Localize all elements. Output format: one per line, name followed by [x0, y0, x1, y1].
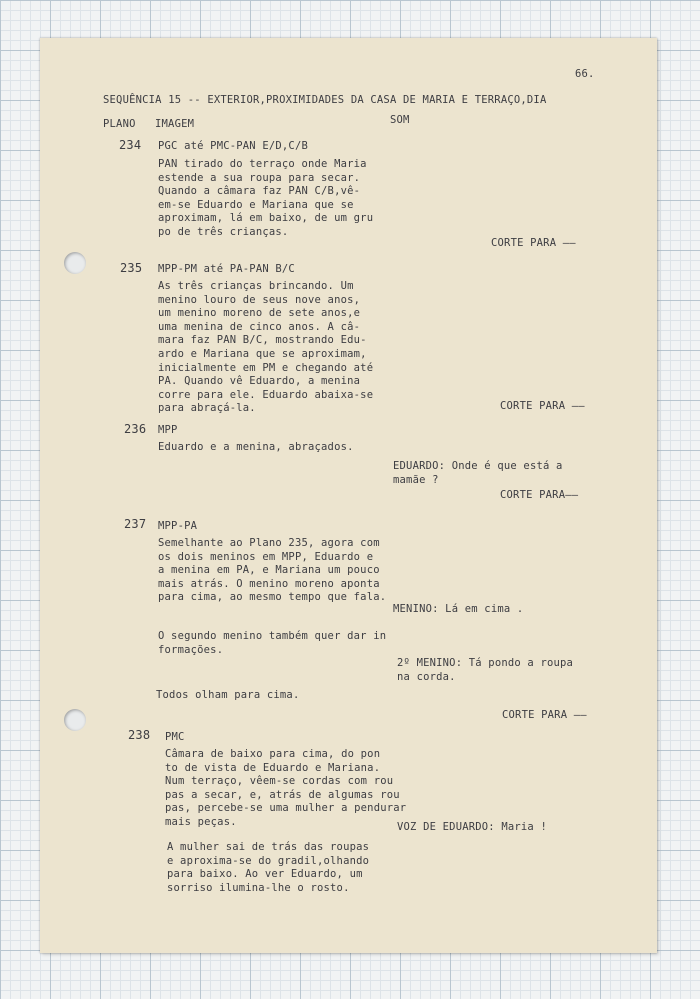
sound-dialogue: EDUARDO: Onde é que está a mamãe ? [393, 460, 563, 486]
transition-corte-para: CORTE PARA —— [500, 400, 585, 412]
sequence-header: SEQUÊNCIA 15 -- EXTERIOR,PROXIMIDADES DA CASA DE MARIA E TERRAÇO,DIA [103, 94, 547, 106]
shot-description: Eduardo e a menina, abraçados. [158, 441, 354, 453]
transition-corte-para: CORTE PARA —— [502, 709, 587, 721]
sound-dialogue: VOZ DE EDUARDO: Maria ! [397, 821, 547, 833]
page-number: 66. [575, 68, 595, 80]
shot-description: As três crianças brincando. Um menino louro de seus nove anos, um menino moreno de sete anos,e uma menina de cinco anos. A câ- mara faz PAN B/C, mostrando Edu- ardo e Mariana que se aproximam, inicialmente em PM e chegando até PA. Quando vê Eduardo, a menina corre para ele. Eduardo abaixa-se para abraçá-la. [158, 280, 374, 415]
shot-number: 238 [128, 728, 151, 742]
shot-description: Câmara de baixo para cima, do pon to de vista de Eduardo e Mariana. Num terraço, vêem-se cordas com rou pas a secar, e, atrás de algumas rou pas, percebe-se uma mulher a pendurar mais peças. [165, 748, 407, 828]
typed-page [40, 38, 657, 953]
shot-type: PMC [165, 731, 185, 743]
shot-description-continued: Todos olham para cima. [156, 689, 300, 701]
punch-hole-bottom [64, 709, 86, 731]
sound-dialogue: 2º MENINO: Tá pondo a roupa na corda. [397, 657, 574, 683]
column-imagem: IMAGEM [155, 118, 195, 130]
shot-number: 237 [124, 517, 147, 531]
shot-number: 236 [124, 422, 147, 436]
shot-type: PGC até PMC-PAN E/D,C/B [158, 140, 308, 152]
shot-type: MPP [158, 424, 178, 436]
punch-hole-top [64, 252, 86, 274]
shot-number: 235 [120, 261, 143, 275]
shot-description: PAN tirado do terraço onde Maria estende a sua roupa para secar. Quando a câmara faz PAN C/B,vê- em-se Eduardo e Mariana que se aproximam, lá em baixo, de um gru po de três crianças. [158, 158, 374, 238]
shot-description-continued: A mulher sai de trás das roupas e aproxima-se do gradil,olhando para baixo. Ao ver Eduardo, um sorriso ilumina-lhe o rosto. [167, 841, 370, 894]
transition-corte-para: CORTE PARA—— [500, 489, 579, 501]
shot-number: 234 [119, 138, 142, 152]
transition-corte-para: CORTE PARA —— [491, 237, 576, 249]
shot-type: MPP-PA [158, 520, 198, 532]
shot-description-continued: O segundo menino também quer dar in formações. [158, 630, 387, 656]
shot-type: MPP-PM até PA-PAN B/C [158, 263, 295, 275]
column-som: SOM [390, 114, 410, 126]
sound-dialogue: MENINO: Lá em cima . [393, 603, 524, 615]
shot-description: Semelhante ao Plano 235, agora com os dois meninos em MPP, Eduardo e a menina em PA, e Mariana um pouco mais atrás. O menino moreno aponta para cima, ao mesmo tempo que fala. [158, 537, 387, 604]
column-plano: PLANO [103, 118, 136, 130]
